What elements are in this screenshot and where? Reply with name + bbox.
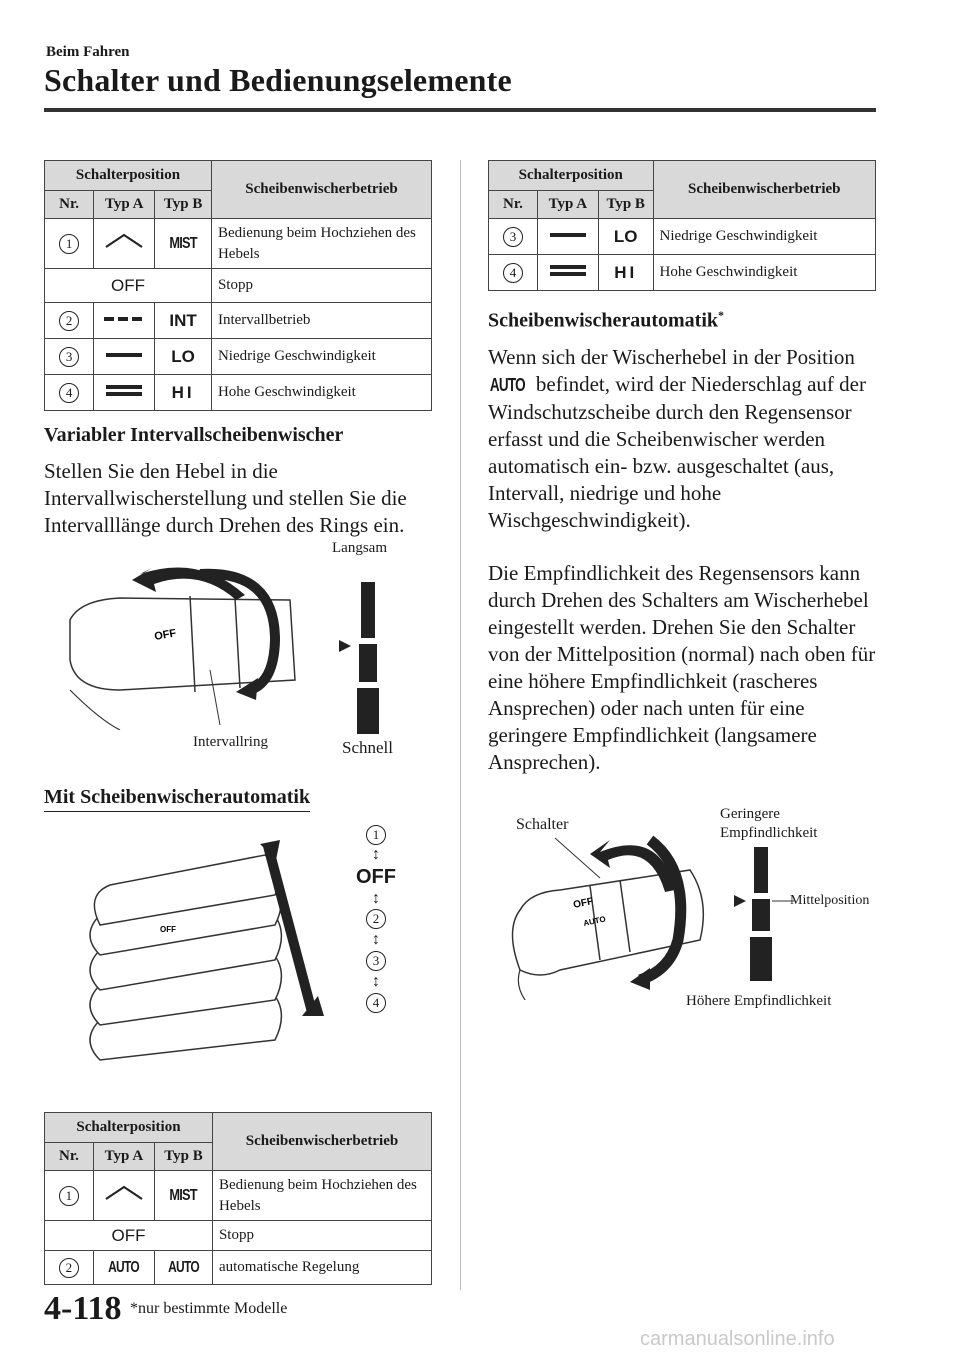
page-title: Schalter und Bedienungselemente <box>44 62 512 98</box>
position-4-marker: 4 <box>366 993 386 1013</box>
hi-double-bar-icon <box>104 383 144 397</box>
heading-automatik-text: Scheibenwischerautomatik <box>488 309 718 332</box>
auto-position-list <box>356 825 396 1013</box>
heading-automatik <box>488 308 724 333</box>
typ-b-symbol: HI <box>614 262 638 282</box>
row-number: 1 <box>59 1186 79 1206</box>
typ-b-symbol: MIST <box>169 234 197 252</box>
position-1-marker: 1 <box>366 825 386 845</box>
hi-double-bar-icon <box>548 263 588 277</box>
label-langsam: Langsam <box>332 540 387 556</box>
updown-arrow-icon: ↕ <box>372 890 380 907</box>
updown-arrow-icon: ↕ <box>372 973 380 990</box>
variable-interval-text: Stellen Sie den Hebel in die Intervallwischerstellung und stellen Sie die Intervalllänge durch Drehen des Rings ein. <box>44 459 407 537</box>
int-dashes-icon <box>104 314 144 324</box>
th-nr: Nr. <box>45 191 94 219</box>
row-description: Stopp <box>211 269 431 303</box>
th-operation: Scheibenwischerbetrieb <box>653 161 875 219</box>
speed-scale-icon <box>335 578 385 738</box>
page-number: 4-118 <box>44 1290 122 1327</box>
label-geringere-line2: Empfindlichkeit <box>720 825 818 841</box>
table-row <box>45 269 432 303</box>
table-row <box>45 303 432 339</box>
lo-bar-icon <box>548 230 588 240</box>
label-intervallring: Intervallring <box>193 734 268 750</box>
wiper-table-2 <box>488 160 876 291</box>
heading-with-automatik: Mit Scheibenwischerautomatik <box>44 786 310 812</box>
title-rule <box>44 108 876 112</box>
table-row <box>45 1221 432 1251</box>
off-symbol: OFF <box>111 1225 146 1245</box>
row-number: 3 <box>59 347 79 367</box>
typ-b-symbol: LO <box>613 226 638 246</box>
row-number: 4 <box>59 383 79 403</box>
label-schnell: Schnell <box>342 738 393 757</box>
typ-b-symbol: INT <box>169 310 197 330</box>
typ-a-symbol: AUTO <box>108 1258 140 1276</box>
table-row <box>489 255 876 291</box>
automatik-paragraph-1 <box>488 344 880 534</box>
row-description: Intervallbetrieb <box>211 303 431 339</box>
table-row <box>489 219 876 255</box>
row-description: Hohe Geschwindigkeit <box>653 255 875 291</box>
row-description: Niedrige Geschwindigkeit <box>211 339 431 375</box>
column-divider <box>460 160 461 1290</box>
typ-b-symbol: LO <box>171 346 195 366</box>
th-typ-a: Typ A <box>93 1143 154 1171</box>
lever-auto-label: OFF <box>160 925 176 934</box>
th-typ-a: Typ A <box>94 191 155 219</box>
row-description: Niedrige Geschwindigkeit <box>653 219 875 255</box>
updown-arrow-icon: ↕ <box>372 846 380 863</box>
th-typ-b: Typ B <box>155 191 212 219</box>
th-operation: Scheibenwischerbetrieb <box>212 1113 431 1171</box>
asterisk-mark: * <box>718 308 724 322</box>
updown-arrow-icon: ↕ <box>372 931 380 948</box>
th-nr: Nr. <box>489 191 538 219</box>
th-typ-b: Typ B <box>154 1143 212 1171</box>
auto-symbol: AUTO <box>489 375 525 395</box>
table-row <box>45 219 432 269</box>
off-symbol: OFF <box>110 275 145 295</box>
mist-chevron-icon <box>104 1185 144 1201</box>
wiper-table-1 <box>44 160 432 411</box>
auto-lever-positions-illustration <box>80 840 340 1090</box>
row-description: Bedienung beim Hochziehen des Hebels <box>212 1171 431 1221</box>
label-geringere-line1: Geringere <box>720 806 780 822</box>
row-description: Bedienung beim Hochziehen des Hebels <box>211 219 431 269</box>
row-description: Hohe Geschwindigkeit <box>211 375 431 411</box>
th-typ-a: Typ A <box>537 191 598 219</box>
section-label: Beim Fahren <box>46 44 130 60</box>
label-schalter: Schalter <box>516 816 569 833</box>
row-number: 2 <box>59 311 79 331</box>
th-typ-b: Typ B <box>598 191 653 219</box>
position-3-marker: 3 <box>366 951 386 971</box>
label-geringere <box>720 805 817 843</box>
typ-b-symbol: AUTO <box>168 1258 199 1276</box>
th-nr: Nr. <box>45 1143 94 1171</box>
interval-ring-lever-illustration <box>60 560 360 730</box>
th-position: Schalterposition <box>45 1113 213 1143</box>
position-2-marker: 2 <box>366 909 386 929</box>
sensitivity-scale-icon <box>728 845 798 985</box>
row-number: 4 <box>503 263 523 283</box>
th-operation: Scheibenwischerbetrieb <box>211 161 431 219</box>
row-number: 1 <box>59 234 79 254</box>
row-description: Stopp <box>212 1221 431 1251</box>
sensitivity-switch-illustration <box>500 830 730 1000</box>
row-number: 2 <box>59 1258 79 1278</box>
lo-bar-icon <box>104 350 144 360</box>
typ-b-symbol: MIST <box>169 1186 198 1204</box>
label-mittelposition: Mittelposition <box>790 893 870 908</box>
switch-auto-label: AUTO <box>582 914 607 928</box>
table-row <box>45 1251 432 1285</box>
table-row <box>45 1171 432 1221</box>
position-off-marker: OFF <box>356 866 396 888</box>
row-number: 3 <box>503 227 523 247</box>
wiper-table-auto <box>44 1112 432 1285</box>
row-description: automatische Regelung <box>212 1251 431 1285</box>
switch-off-label: OFF <box>572 896 595 911</box>
th-position: Schalterposition <box>45 161 212 191</box>
automatik-para1-b: befindet, wird der Niederschlag auf der Windschutzscheibe durch den Regensensor erfasst und die Scheibenwischer werden automatisch ein- bzw. ausgeschaltet (aus, Intervall, niedrige und hohe Wischgeschwindigkeit). <box>488 372 866 532</box>
mist-chevron-icon <box>104 233 144 249</box>
automatik-paragraph-2: Die Empfindlichkeit des Regensensors kann durch Drehen des Schalters am Wischerhebel eingestellt werden. Drehen Sie den Schalter von der Mittelposition (normal) nach oben für eine höhere Empfindlichkeit (rascheres Ansprechen) oder nach unten für eine geringere Empfindlichkeit (langsamere Ansprechen). <box>488 561 876 774</box>
automatik-para1-a: Wenn sich der Wischerhebel in der Position <box>488 345 855 369</box>
th-position: Schalterposition <box>489 161 654 191</box>
table-row <box>45 339 432 375</box>
heading-variable-interval: Variabler Intervallscheibenwischer <box>44 424 344 446</box>
typ-b-symbol: HI <box>171 382 195 402</box>
lever-off-label: OFF <box>153 627 178 643</box>
footnote: *nur bestimmte Modelle <box>130 1300 288 1317</box>
label-hoehere: Höhere Empfindlichkeit <box>686 993 832 1009</box>
table-row <box>45 375 432 411</box>
watermark: carmanualsonline.info <box>640 1328 835 1350</box>
